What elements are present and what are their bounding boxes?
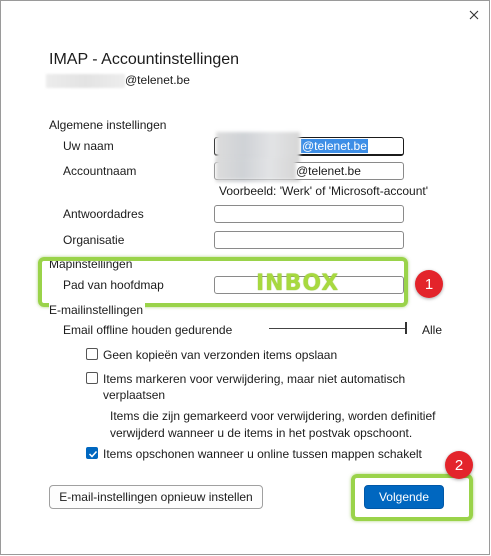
no-sent-copies-checkbox[interactable]: [86, 348, 98, 360]
close-icon: [469, 10, 479, 20]
next-button[interactable]: Volgende: [364, 485, 444, 509]
offline-duration-slider[interactable]: [269, 328, 407, 329]
email-redacted: [46, 74, 125, 88]
account-name-value: @telenet.be: [296, 164, 361, 178]
general-settings-heading: Algemene instellingen: [49, 118, 167, 132]
purge-items-label: Items opschonen wanneer u online tussen mappen schakelt: [103, 447, 422, 461]
offline-duration-value: Alle: [422, 323, 443, 337]
highlight-root-folder: [38, 257, 408, 307]
mark-for-deletion-label-line2: verplaatsen: [103, 388, 166, 402]
inbox-stamp: INBOX: [256, 271, 340, 296]
organisation-label: Organisatie: [63, 233, 125, 247]
organisation-field[interactable]: [214, 231, 404, 249]
purge-items-checkbox[interactable]: [86, 447, 98, 459]
offline-duration-thumb[interactable]: [405, 322, 407, 334]
reset-email-settings-button[interactable]: E-mail-instellingen opnieuw instellen: [49, 485, 263, 509]
account-example-hint: Voorbeeld: 'Werk' of 'Microsoft-account': [219, 184, 429, 198]
offline-duration-label: Email offline houden gedurende: [63, 323, 233, 337]
account-email: @telenet.be: [125, 73, 190, 87]
mark-for-deletion-note-line1: Items die zijn gemarkeerd voor verwijdering, worden definitief: [110, 409, 436, 423]
account-name-label: Accountnaam: [63, 164, 137, 178]
account-redacted: [216, 158, 296, 180]
annotation-badge-1: 1: [415, 270, 443, 298]
name-label: Uw naam: [63, 139, 114, 153]
reply-address-field[interactable]: [214, 205, 404, 223]
mark-for-deletion-note-line2: verwijderd wanneer u de items in het postvak opschoont.: [110, 426, 413, 440]
name-field-value: @telenet.be: [302, 139, 367, 153]
root-folder-label: Pad van hoofdmap: [63, 278, 164, 292]
close-button[interactable]: [463, 5, 485, 25]
annotation-badge-2: 2: [445, 451, 473, 479]
dialog-title: IMAP - Accountinstellingen: [49, 51, 240, 68]
checkmark-icon: [88, 449, 98, 459]
highlight-next-button: [351, 474, 473, 521]
no-sent-copies-label: Geen kopieën van verzonden items opslaan: [103, 348, 338, 362]
mark-for-deletion-checkbox[interactable]: [86, 372, 98, 384]
mark-for-deletion-label-line1: Items markeren voor verwijdering, maar niet automatisch: [103, 372, 406, 386]
reply-address-label: Antwoordadres: [63, 207, 144, 221]
email-settings-heading: E-mailinstellingen: [49, 303, 144, 317]
folder-settings-heading: Mapinstellingen: [49, 257, 133, 271]
